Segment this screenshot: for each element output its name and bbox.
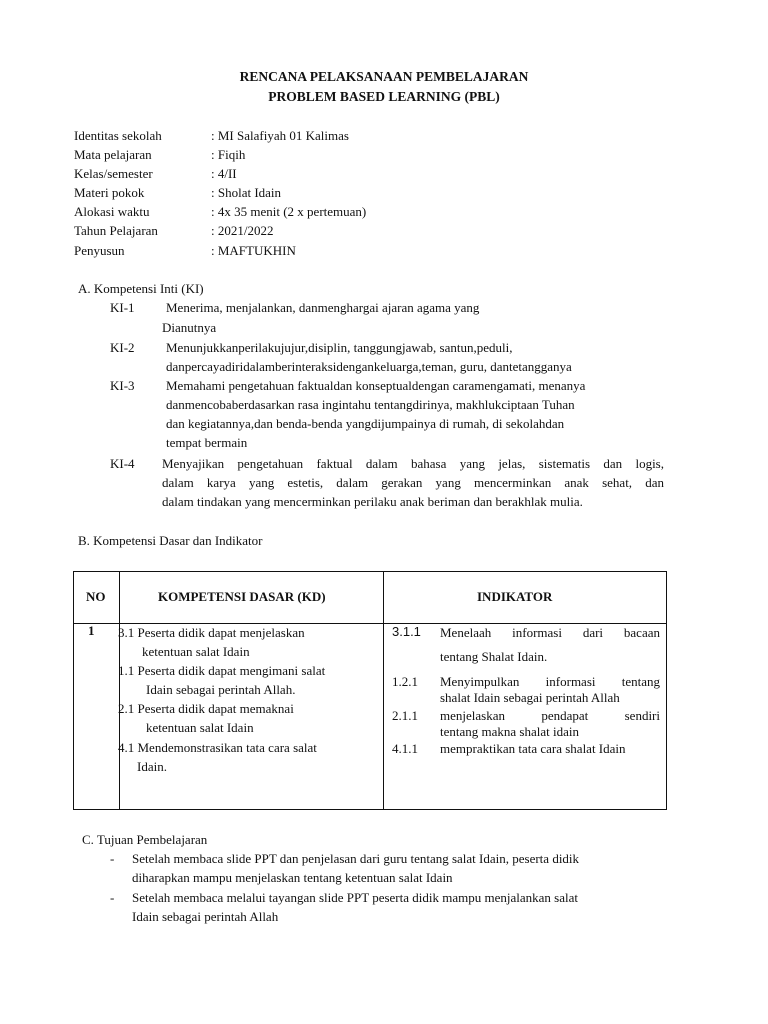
indicator-text-line: Menelaah informasi dari bacaan (440, 625, 660, 640)
indicator-text-line: Menyimpulkan informasi tentang (440, 674, 660, 689)
ki-text-line: Menyajikan pengetahuan faktual dalam bahasa yang jelas, sistematis dan logis, (162, 456, 664, 471)
kd-line: ketentuan salat Idain (142, 644, 250, 659)
identity-label: Kelas/semester (74, 166, 153, 181)
ki-text-line: Menunjukkanperilakujujur,disiplin, tanggungjawab, santun,peduli, (166, 340, 513, 355)
identity-value: : 2021/2022 (211, 223, 274, 238)
table-column-divider (383, 572, 384, 809)
ki-code: KI-4 (110, 456, 135, 471)
identity-value: : 4x 35 menit (2 x pertemuan) (211, 204, 367, 219)
identity-value: : Fiqih (211, 147, 246, 162)
indicator-text-line: tentang makna shalat idain (440, 724, 579, 739)
objective-line: diharapkan mampu menjelaskan tentang ketentuan salat Idain (132, 870, 453, 885)
kd-line: 2.1 Peserta didik dapat memaknai (118, 701, 294, 716)
kd-line: ketentuan salat Idain (146, 720, 254, 735)
ki-code: KI-1 (110, 300, 135, 315)
indicator-text-line: menjelaskan pendapat sendiri (440, 708, 660, 723)
ki-text-line: danmencobaberdasarkan rasa ingintahu tentangdirinya, makhlukciptaan Tuhan (166, 397, 575, 412)
indicator-code: 2.1.1 (392, 708, 418, 723)
identity-label: Identitas sekolah (74, 128, 162, 143)
table-header-indikator: INDIKATOR (477, 589, 553, 604)
section-c-heading: C. Tujuan Pembelajaran (82, 832, 208, 847)
indicator-text-line: shalat Idain sebagai perintah Allah (440, 690, 620, 705)
objective-line: Idain sebagai perintah Allah (132, 909, 279, 924)
objective-line: Setelah membaca melalui tayangan slide PPT peserta didik mampu menjalankan salat (132, 890, 578, 905)
identity-label: Penyusun (74, 243, 125, 258)
indicator-code: 3.1.1 (392, 624, 421, 639)
ki-text-line: Dianutnya (162, 320, 217, 335)
indicator-text-line: mempraktikan tata cara shalat Idain (440, 741, 626, 756)
table-column-divider (119, 572, 120, 809)
table-header-divider (74, 623, 666, 624)
kd-line: 3.1 Peserta didik dapat menjelaskan (118, 625, 305, 640)
kd-line: 4.1 Mendemonstrasikan tata cara salat (118, 740, 317, 755)
kd-line: 1.1 Peserta didik dapat mengimani salat (118, 663, 326, 678)
bullet-dash: - (110, 890, 115, 905)
ki-text-line: dan kegiatannya,dan benda-benda yangdijumpainya di rumah, di sekolahdan (166, 416, 565, 431)
table-header-no: NO (86, 589, 106, 604)
table-row-number: 1 (88, 623, 95, 638)
identity-value: : Sholat Idain (211, 185, 282, 200)
document-title-line-1: RENCANA PELAKSANAAN PEMBELAJARAN (239, 69, 529, 84)
kd-line: Idain sebagai perintah Allah. (146, 682, 296, 697)
ki-text-line: tempat bermain (166, 435, 248, 450)
identity-label: Mata pelajaran (74, 147, 152, 162)
identity-label: Alokasi waktu (74, 204, 150, 219)
objective-line: Setelah membaca slide PPT dan penjelasan dari guru tentang salat Idain, peserta didik (132, 851, 580, 866)
ki-code: KI-3 (110, 378, 135, 393)
section-a-heading: A. Kompetensi Inti (KI) (78, 281, 204, 296)
table-header-kd: KOMPETENSI DASAR (KD) (158, 589, 326, 604)
identity-value: : MAFTUKHIN (211, 243, 296, 258)
document-title-line-2: PROBLEM BASED LEARNING (PBL) (268, 89, 500, 104)
ki-code: KI-2 (110, 340, 135, 355)
ki-text-line: Menerima, menjalankan, danmenghargai ajaran agama yang (166, 300, 480, 315)
identity-value: : MI Salafiyah 01 Kalimas (211, 128, 349, 143)
identity-value: : 4/II (211, 166, 237, 181)
ki-text-line: dalam tindakan yang mencerminkan perilaku anak beriman dan berakhlak mulia. (162, 494, 583, 509)
indicator-code: 1.2.1 (392, 674, 418, 689)
ki-text-line: danpercayadiridalamberinteraksidengankeluarga,teman, guru, dantetangganya (166, 359, 572, 374)
bullet-dash: - (110, 851, 115, 866)
ki-text-line: Memahami pengetahuan faktualdan konseptualdengan caramengamati, menanya (166, 378, 586, 393)
kd-line: Idain. (137, 759, 167, 774)
section-b-heading: B. Kompetensi Dasar dan Indikator (78, 533, 263, 548)
indicator-text-line: tentang Shalat Idain. (440, 649, 548, 664)
indicator-code: 4.1.1 (392, 741, 418, 756)
identity-label: Materi pokok (74, 185, 145, 200)
ki-text-line: dalam karya yang estetis, dalam gerakan yang mencerminkan anak sehat, dan (162, 475, 664, 490)
identity-label: Tahun Pelajaran (74, 223, 158, 238)
